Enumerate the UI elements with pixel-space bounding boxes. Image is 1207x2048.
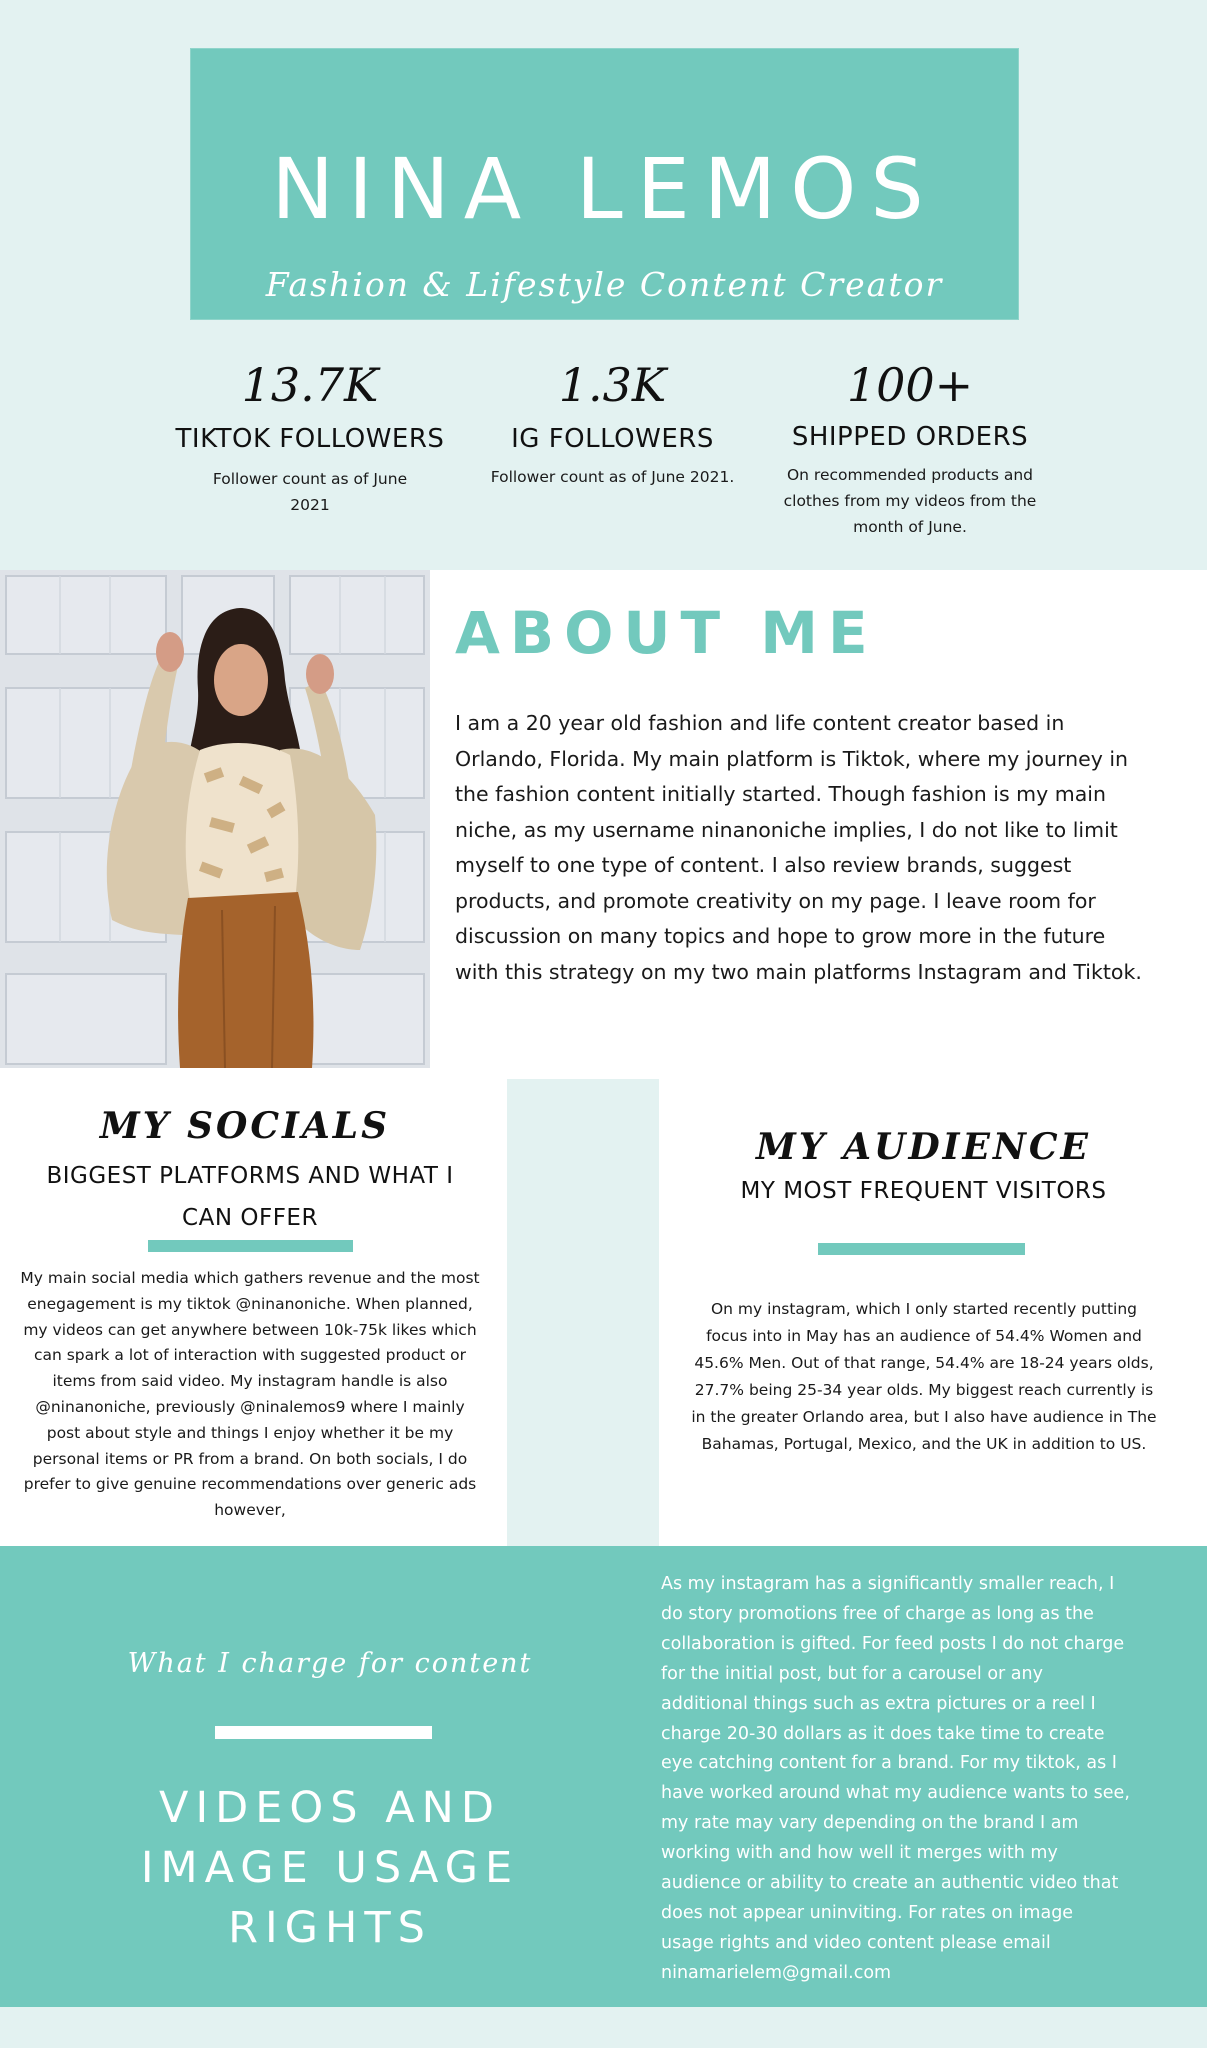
stat-label: SHIPPED ORDERS — [791, 422, 1029, 452]
creator-subtitle: Fashion & Lifestyle Content Creator — [265, 265, 944, 304]
header-banner — [190, 48, 1019, 320]
rates-heading: VIDEOS AND IMAGE USAGE RIGHTS — [140, 1783, 520, 1953]
stat-instagram — [470, 358, 755, 490]
stat-shipped-orders — [765, 358, 1055, 540]
stat-note: On recommended products and clothes from my videos from the month of June. — [783, 466, 1037, 536]
creator-name: NINA LEMOS — [271, 140, 938, 238]
rates-divider-bar — [215, 1726, 432, 1739]
audience-accent-bar — [818, 1243, 1025, 1255]
divider-strip — [507, 1079, 659, 1546]
rates-tagline: What I charge for content — [127, 1648, 533, 1679]
stat-tiktok — [150, 358, 470, 518]
audience-title: MY AUDIENCE — [756, 1126, 1091, 1168]
rates-text: As my instagram has a significantly smaller reach, I do story promotions free of charge as long as the collaboration is gifted. For feed posts I do not charge for the initial post, but for a carousel or any additional things such as extra pictures or a reel I charge 20-30 dollars as it does take time to create eye catching content for a brand. For my tiktok, as I have worked around what my audience wants to see, my rate may vary depending on the brand I am working with and how well it merges with my audience or ability to create an authentic video that does not appear uninviting. For rates on image usage rights and video content please email ninamarielem@gmail.com — [661, 1574, 1130, 1983]
stat-label: TIKTOK FOLLOWERS — [175, 424, 445, 454]
audience-subtitle: MY MOST FREQUENT VISITORS — [740, 1178, 1107, 1204]
stat-value: 13.7K — [241, 358, 379, 412]
audience-text: On my instagram, which I only started recently putting focus into in May has an audience of 54.4% Women and 45.6% Men. Out of that range, 54.4% are 18-24 years olds, 27.7% being 25-34 year olds. My biggest reach currently is in the greater Orlando area, but I also have audience in The Bahamas, Portugal, Mexico, and the UK in addition to US. — [691, 1300, 1157, 1453]
socials-subtitle: BIGGEST PLATFORMS AND WHAT I CAN OFFER — [46, 1163, 454, 1231]
stat-value: 1.3K — [558, 358, 667, 412]
stat-label: IG FOLLOWERS — [511, 424, 714, 454]
stat-note: Follower count as of June 2021 — [212, 470, 408, 514]
socials-title: MY SOCIALS — [99, 1105, 391, 1147]
socials-text: My main social media which gathers revenue and the most enegagement is my tiktok @ninanoniche. When planned, my videos can get anywhere between 10k-75k likes which can spark a lot of interaction with suggested product or items from said video. My instagram handle is also @ninanoniche, previously @ninalemos9 where I mainly post about style and things I enjoy whether it be my personal items or PR from a brand. On both socials, I do prefer to give genuine recommendations over generic ads however, — [20, 1269, 480, 1520]
stat-note: Follower count as of June 2021. — [490, 468, 735, 486]
about-title: ABOUT ME — [455, 599, 878, 667]
stat-value: 100+ — [846, 358, 974, 412]
profile-photo — [0, 570, 430, 1068]
about-text: I am a 20 year old fashion and life content creator based in Orlando, Florida. My main platform is Tiktok, where my journey in the fashion content initially started. Though fashion is my main niche, as my username ninanoniche implies, I do not like to limit myself to one type of content. I also review brands, suggest products, and promote creativity on my page. I leave room for discussion on many topics and hope to grow more in the future with this strategy on my two main platforms Instagram and Tiktok. — [455, 711, 1142, 984]
socials-accent-bar — [148, 1240, 353, 1252]
